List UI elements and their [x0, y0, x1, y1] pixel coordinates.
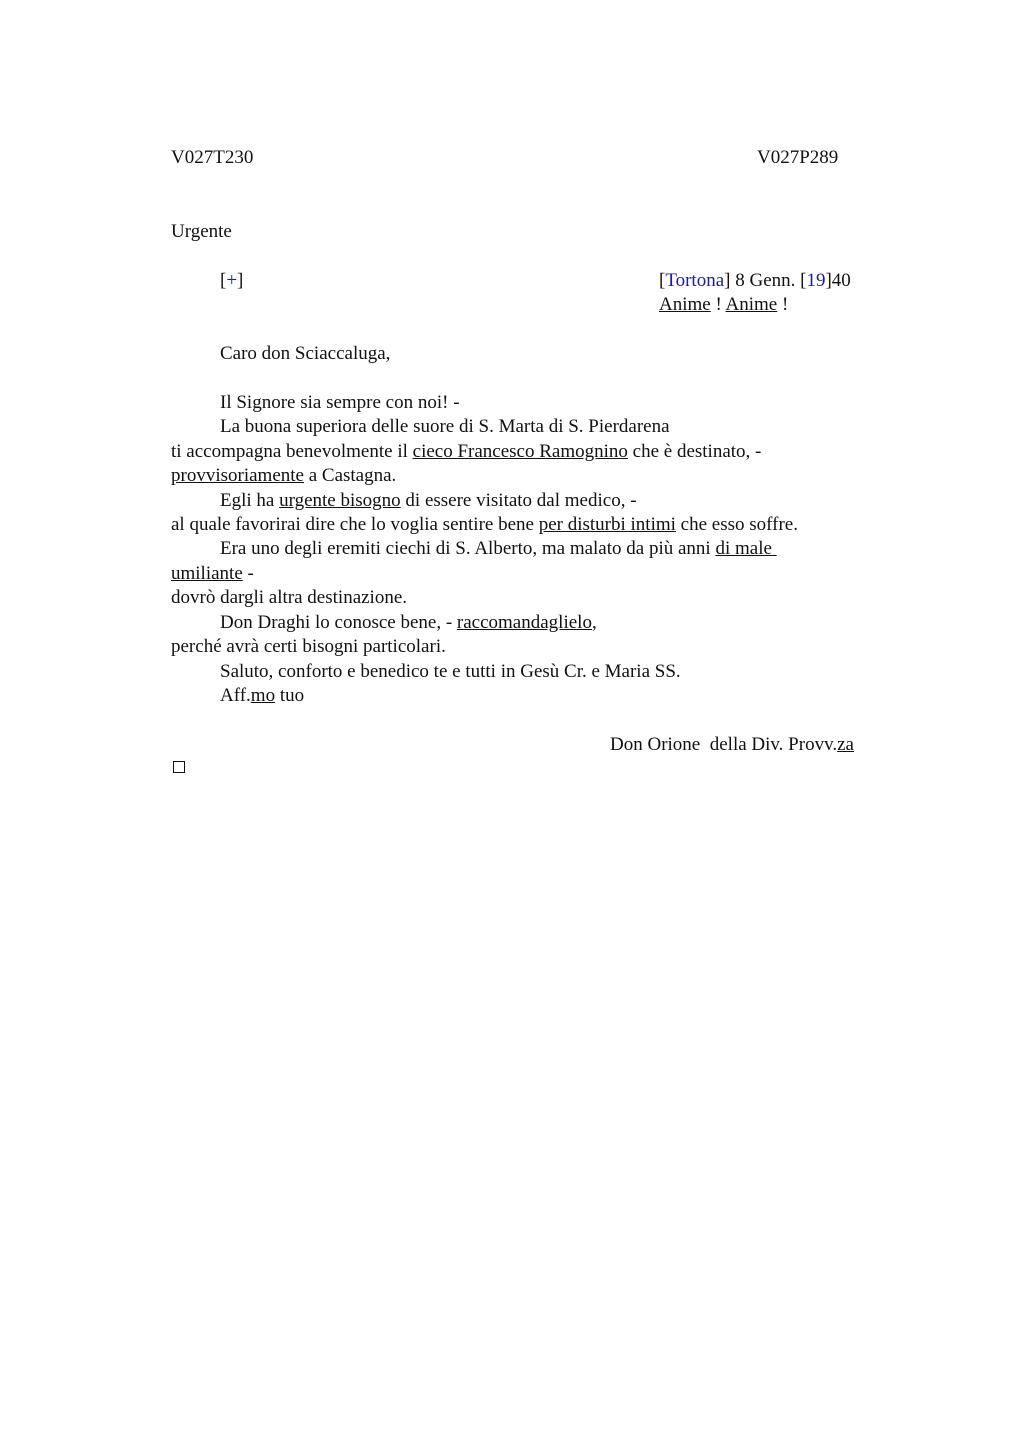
letter-line: al quale favorirai dire che lo voglia sentire bene per disturbi intimi che esso soffre. [171, 514, 798, 535]
letter-line: Era uno degli eremiti ciechi di S. Alberto, ma malato da più anni di male [220, 538, 777, 559]
letter-line: perché avrà certi bisogni particolari. [171, 636, 446, 657]
urgent-label: Urgente [171, 221, 232, 242]
salutation: Caro don Sciaccaluga, [220, 343, 391, 364]
letter-line: La buona superiora delle suore di S. Marta di S. Pierdarena [220, 416, 670, 437]
cross-mark: [+] [220, 270, 244, 291]
place-name: Tortona [665, 270, 725, 291]
letter-line: Egli ha urgente bisogno di essere visitato dal medico, - [220, 490, 637, 511]
left-document-code: V027T230 [171, 147, 254, 168]
letter-line: dovrò dargli altra destinazione. [171, 587, 408, 608]
signature: Don Orione della Div. Provv.za [610, 734, 854, 755]
right-document-code: V027P289 [757, 147, 839, 168]
checkbox-square-icon [173, 761, 185, 773]
century: 19 [806, 270, 826, 291]
letter-line: umiliante - [171, 563, 254, 584]
closing: Aff.mo tuo [220, 685, 305, 706]
letter-line: Don Draghi lo conosce bene, - raccomandaglielo, [220, 612, 597, 633]
letter-line: ti accompagna benevolmente il cieco Francesco Ramognino che è destinato, - [171, 441, 762, 462]
motto: Anime ! Anime ! [659, 294, 789, 315]
letter-line: Saluto, conforto e benedico te e tutti in Gesù Cr. e Maria SS. [220, 661, 681, 682]
dateline: [Tortona] 8 Genn. [19]40 [659, 270, 851, 291]
letter-line: provvisoriamente a Castagna. [171, 465, 397, 486]
letter-line: Il Signore sia sempre con noi! - [220, 392, 460, 413]
cross-symbol: + [226, 270, 238, 291]
